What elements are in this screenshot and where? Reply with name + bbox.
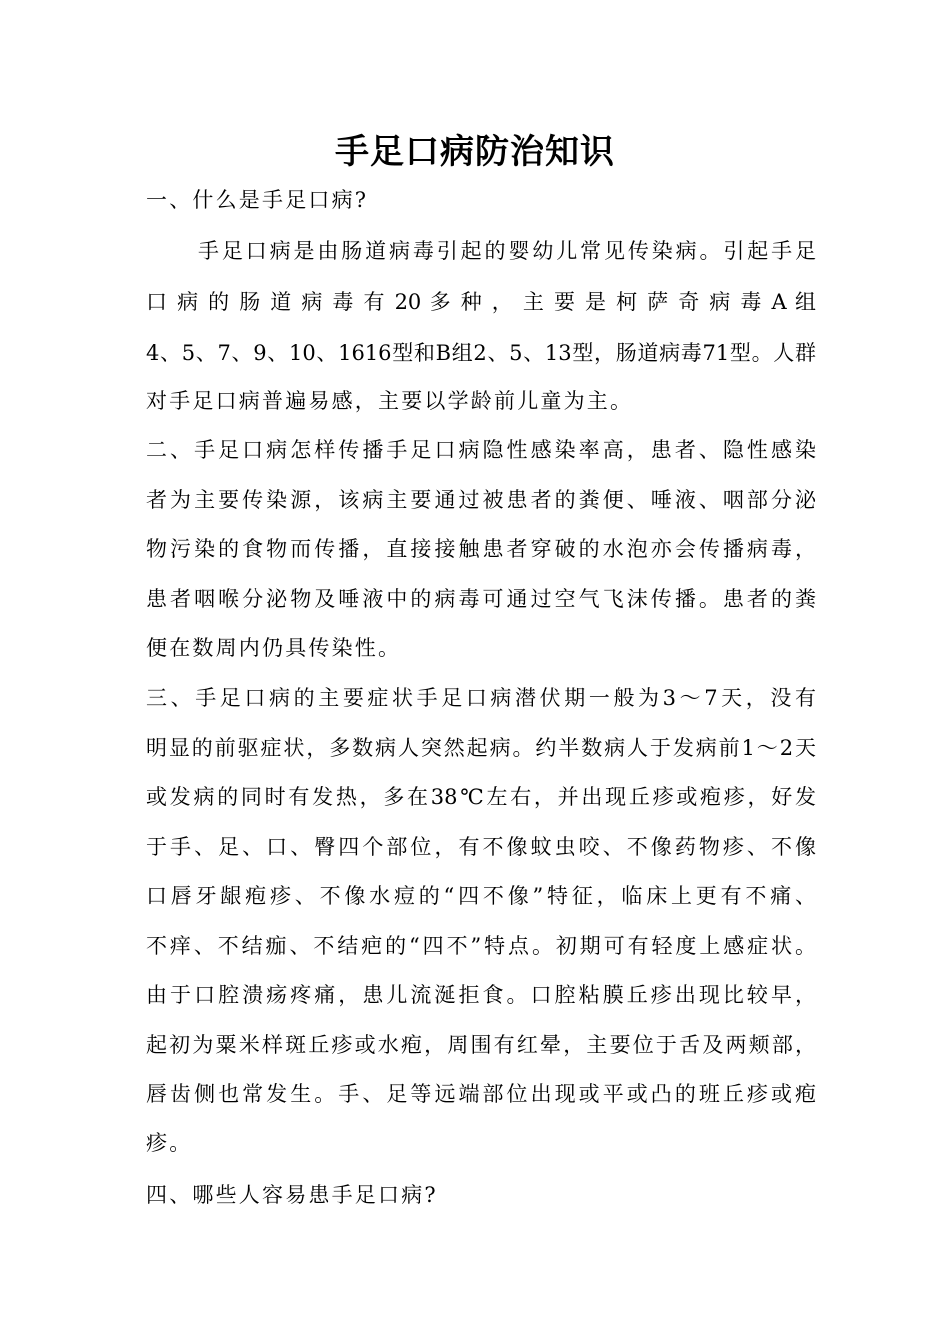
paragraph-line: 便在数周内仍具传染性。 xyxy=(146,636,402,660)
paragraph-line: 不痒、不结痂、不结疤的“四不”特点。初期可有轻度上感症状。 xyxy=(146,934,816,958)
paragraph-line: 患者咽喉分泌物及唾液中的病毒可通过空气飞沫传播。患者的粪 xyxy=(146,587,816,611)
paragraph-line: 起初为粟米样斑丘疹或水疱，周围有红晕，主要位于舌及两颊部， xyxy=(146,1033,816,1057)
paragraph-line: 物污染的食物而传播，直接接触患者穿破的水泡亦会传播病毒， xyxy=(146,537,816,561)
paragraph-line: 唇齿侧也常发生。手、足等远端部位出现或平或凸的班丘疹或疱 xyxy=(146,1082,816,1106)
paragraph-line: 口 病 的 肠 道 病 毒 有 20 多 种 ， 主 要 是 柯 萨 奇 病 毒 A 组 xyxy=(146,290,816,314)
paragraph-line: 于手、足、口、臀四个部位，有不像蚊虫咬、不像药物疹、不像 xyxy=(146,835,816,859)
document-title: 手足口病防治知识 xyxy=(335,132,615,172)
section-heading-3: 三、手足口病的主要症状手足口病潜伏期一般为3～7天，没有 xyxy=(146,686,816,710)
paragraph-line: 疹。 xyxy=(146,1131,193,1155)
paragraph-line: 手足口病是由肠道病毒引起的婴幼儿常见传染病。引起手足 xyxy=(198,239,816,263)
paragraph-line: 由于口腔溃疡疼痛，患儿流涎拒食。口腔粘膜丘疹出现比较早， xyxy=(146,983,816,1007)
paragraph-line: 4、5、7、9、10、1616型和B组2、5、13型，肠道病毒71型。人群 xyxy=(146,341,816,365)
section-heading-1: 一、什么是手足口病? xyxy=(146,188,369,212)
paragraph-line: 者为主要传染源，该病主要通过被患者的粪便、唾液、咽部分泌 xyxy=(146,488,816,512)
section-heading-4: 四、哪些人容易患手足口病? xyxy=(146,1183,438,1207)
section-heading-2: 二、手足口病怎样传播手足口病隐性感染率高，患者、隐性感染 xyxy=(146,438,816,462)
paragraph-line: 明显的前驱症状，多数病人突然起病。约半数病人于发病前1～2天 xyxy=(146,736,816,760)
paragraph-line: 或发病的同时有发热，多在38℃左右，并出现丘疹或疱疹，好发 xyxy=(146,785,816,809)
paragraph-line: 口唇牙龈疱疹、不像水痘的“四不像”特征，临床上更有不痛、 xyxy=(146,884,816,908)
paragraph-line: 对手足口病普遍易感，主要以学龄前儿童为主。 xyxy=(146,389,634,413)
